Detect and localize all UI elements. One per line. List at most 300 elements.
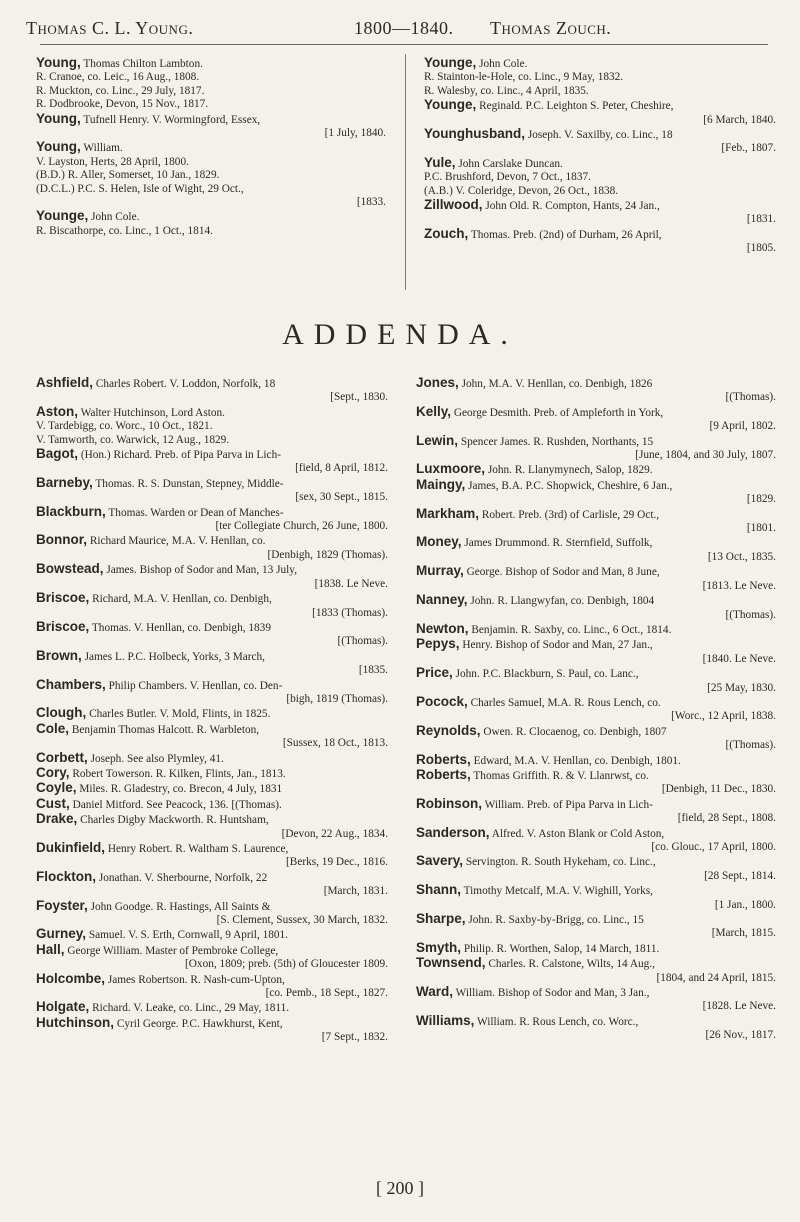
entry-surname: Barneby,: [36, 474, 93, 490]
entry-detail: Daniel Mitford. See Peacock, 136. [(Thomas).: [72, 798, 282, 811]
entry-continuation-line: [March, 1831.: [323, 885, 388, 898]
entry-continuation-line: [Feb., 1807.: [721, 142, 776, 155]
entry-surname: Robinson,: [416, 795, 482, 811]
entry-first-line: [424, 197, 776, 213]
entry-first-line: [36, 676, 388, 693]
entry-first-line: [36, 55, 386, 71]
entry-first-line: [36, 561, 388, 577]
entry-detail: Alfred. V. Aston Blank or Cold Aston,: [491, 827, 665, 840]
entry-detail: James Drummond. R. Sternfield, Suffolk,: [464, 537, 653, 550]
entry-surname: Newton,: [416, 620, 469, 636]
entry-detail: Richard. V. Leake, co. Linc., 29 May, 1811.: [92, 1002, 290, 1015]
register-entry: [416, 405, 776, 434]
entry-detail: Benjamin Thomas Halcott. R. Warbleton,: [71, 723, 260, 736]
register-entry: [416, 564, 776, 593]
entry-first-line: [416, 375, 776, 391]
entry-detail: George Desmith. Preb. of Ampleforth in York,: [453, 406, 664, 419]
register-entry: [416, 507, 776, 536]
entry-detail: (Hon.) Richard. Preb. of Pipa Parva in Lich-: [80, 449, 281, 462]
entry-detail: Thomas. R. S. Dunstan, Stepney, Middle-: [95, 477, 284, 490]
register-entry: [36, 1000, 388, 1015]
entry-first-line: [416, 911, 776, 927]
entry-continuation-line: [1833.: [356, 196, 386, 209]
entry-surname: Maingy,: [416, 476, 466, 492]
entry-detail: Charles. R. Calstone, Wilts, 14 Aug.,: [488, 958, 655, 971]
entry-surname: Roberts,: [416, 751, 471, 767]
entry-detail: Henry Robert. R. Waltham S. Laurence,: [107, 843, 289, 855]
register-entry: [36, 505, 388, 534]
entry-continuation-line: (D.C.L.) P.C. S. Helen, Isle of Wight, 29 Oct.,: [36, 182, 244, 195]
entry-continuation-line: [bigh, 1819 (Thomas).: [286, 692, 388, 705]
register-entry: [416, 768, 776, 797]
entry-detail: William. R. Rous Lench, co. Worc.,: [477, 1015, 639, 1028]
register-entry: [36, 870, 388, 899]
register-entry: [416, 1014, 776, 1043]
entry-first-line: [416, 461, 776, 477]
entry-detail: James Robertson. R. Nash-cum-Upton,: [107, 973, 285, 986]
entry-detail: John Carslake Duncan.: [458, 157, 563, 170]
register-entry: [36, 1016, 388, 1045]
entry-first-line: [416, 432, 776, 449]
entry-surname: Briscoe,: [36, 590, 90, 606]
entry-continuation-line: [1829.: [746, 493, 776, 506]
entry-surname: Pocock,: [416, 693, 468, 709]
entry-detail: Henry. Bishop of Sodor and Man, 27 Jan.,: [462, 639, 653, 652]
entry-surname: Bonnor,: [36, 532, 87, 548]
entry-first-line: [416, 620, 776, 637]
entry-continuation-line: [1 July, 1840.: [324, 127, 386, 140]
entry-detail: Charles Butler. V. Mold, Flints, in 1825.: [89, 708, 271, 721]
entry-continuation-line: [Sept., 1830.: [330, 391, 388, 404]
entry-continuation-line: [7 Sept., 1832.: [321, 1031, 388, 1044]
register-entry: [36, 706, 388, 721]
entry-continuation-line: [field, 8 April, 1812.: [295, 462, 388, 475]
register-entry: [424, 127, 776, 156]
entry-first-line: [36, 999, 388, 1015]
entry-continuation-line: [1833 (Thomas).: [312, 606, 388, 619]
page-number: [ 200 ]: [376, 1178, 424, 1198]
entry-continuation-line: [1813. Le Neve.: [702, 579, 776, 592]
entry-continuation-line: [25 May, 1830.: [707, 681, 776, 694]
entry-continuation-line: R. Muckton, co. Linc., 29 July, 1817.: [36, 84, 205, 97]
register-entry: [416, 797, 776, 826]
entry-first-line: [416, 824, 776, 841]
entry-detail: Charles Robert. V. Loddon, Norfolk, 18: [95, 378, 276, 390]
entry-continuation-line: [1838. Le Neve.: [314, 577, 388, 590]
entry-first-line: [36, 811, 388, 827]
entry-surname: Younge,: [424, 97, 477, 113]
entry-detail: Joseph. See also Plymley, 41.: [90, 752, 224, 765]
entry-detail: Charles Digby Mackworth. R. Huntsham,: [80, 814, 269, 827]
entry-surname: Bagot,: [36, 446, 78, 462]
entry-first-line: [36, 926, 388, 942]
entry-surname: Foyster,: [36, 897, 88, 913]
entries-top-right-column: [424, 56, 776, 256]
entry-first-line: [416, 1012, 776, 1029]
entry-continuation-line: [28 Sept., 1814.: [704, 869, 776, 882]
entry-continuation-line: [(Thomas).: [337, 635, 388, 648]
register-entry: [36, 140, 386, 209]
entry-detail: George. Bishop of Sodor and Man, 8 June,: [466, 566, 660, 579]
entry-first-line: [416, 665, 776, 681]
entry-surname: Kelly,: [416, 403, 452, 419]
entry-first-line: [424, 154, 776, 171]
entry-detail: James, B.A. P.C. Shopwick, Cheshire, 6 Jan.,: [468, 479, 673, 492]
entry-first-line: [36, 590, 388, 606]
entry-surname: Gurney,: [36, 926, 87, 942]
entry-continuation-line: [(Thomas).: [725, 391, 776, 404]
entry-continuation-line: [26 Nov., 1817.: [705, 1029, 776, 1042]
entry-detail: Servington. R. South Hykeham, co. Linc.,: [465, 856, 656, 869]
entry-detail: John. R. Llanymynech, Salop, 1829.: [487, 464, 653, 477]
register-entry: [424, 156, 776, 198]
entry-surname: Chambers,: [36, 676, 106, 692]
register-entry: [416, 593, 776, 622]
entry-first-line: [36, 749, 388, 766]
entry-first-line: [424, 225, 776, 242]
entry-continuation-line: [13 Oct., 1835.: [707, 550, 776, 563]
entry-continuation-line: [March, 1815.: [711, 927, 776, 940]
entry-detail: Thomas Griffith. R. & V. Llanrwst, co.: [473, 769, 649, 782]
entry-continuation-line: (B.D.) R. Aller, Somerset, 10 Jan., 1829.: [36, 169, 220, 182]
entry-detail: James. Bishop of Sodor and Man, 13 July,: [106, 564, 298, 577]
entry-surname: Young,: [36, 139, 81, 155]
entry-first-line: [416, 693, 776, 710]
entry-surname: Nanney,: [416, 592, 468, 608]
register-entry: [36, 899, 388, 928]
entry-surname: Zouch,: [424, 225, 469, 241]
entry-surname: Sanderson,: [416, 824, 490, 840]
entry-surname: Markham,: [416, 505, 480, 521]
entry-continuation-line: [1804, and 24 April, 1815.: [656, 971, 776, 984]
register-entry: [36, 678, 388, 707]
entries-top-left-column: [36, 56, 386, 238]
entry-surname: Reynolds,: [416, 722, 481, 738]
entry-continuation-line: [Denbigh, 11 Dec., 1830.: [661, 783, 776, 796]
entry-detail: John Old. R. Compton, Hants, 24 Jan.,: [485, 200, 660, 213]
entry-surname: Bowstead,: [36, 561, 104, 577]
entry-first-line: [36, 208, 386, 224]
entry-detail: John. R. Saxby-by-Brigg, co. Linc., 15: [468, 914, 644, 927]
register-entry: [416, 956, 776, 985]
entry-continuation-line: R. Dodbrooke, Devon, 15 Nov., 1817.: [36, 98, 209, 111]
entry-detail: Richard, M.A. V. Henllan, co. Denbigh,: [92, 593, 272, 606]
entry-first-line: [36, 840, 388, 856]
entry-continuation-line: [ter Collegiate Church, 26 June, 1800.: [215, 520, 388, 533]
entry-surname: Ashfield,: [36, 375, 94, 390]
entry-surname: Flockton,: [36, 868, 96, 884]
entry-detail: Spencer James. R. Rushden, Northants, 15: [460, 435, 654, 448]
entry-first-line: [424, 126, 776, 142]
entry-surname: Younge,: [424, 55, 477, 70]
entry-first-line: [416, 403, 776, 420]
entry-surname: Corbett,: [36, 749, 88, 765]
register-entry: [416, 753, 776, 768]
register-entry: [36, 591, 388, 620]
register-entry: [416, 985, 776, 1014]
entry-first-line: [36, 720, 388, 737]
register-entry: [416, 376, 776, 405]
entry-first-line: [424, 97, 776, 113]
entry-surname: Brown,: [36, 647, 82, 663]
register-entry: [36, 405, 388, 447]
entry-continuation-line: P.C. Brushford, Devon, 7 Oct., 1837.: [424, 171, 591, 184]
register-entry: [416, 637, 776, 666]
entry-first-line: [36, 795, 388, 812]
register-entry: [36, 620, 388, 649]
entry-continuation-line: [1805.: [746, 242, 776, 255]
running-head-left: Thomas C. L. Young.: [26, 18, 194, 38]
entry-continuation-line: (A.B.) V. Coleridge, Devon, 26 Oct., 1838.: [424, 184, 619, 197]
register-entry: [36, 376, 388, 405]
entry-detail: Samuel. V. S. Erth, Cornwall, 9 April, 1801.: [88, 929, 289, 942]
entry-detail: John Goodge. R. Hastings, All Saints &: [90, 900, 271, 913]
entry-first-line: [36, 403, 388, 420]
register-entry: [416, 826, 776, 855]
entry-continuation-line: [Oxon, 1809; preb. (5th) of Gloucester 1809.: [185, 958, 388, 971]
entry-surname: Townsend,: [416, 955, 486, 971]
entry-detail: Owen. R. Clocaenog, co. Denbigh, 1807: [483, 725, 667, 738]
entry-surname: Money,: [416, 534, 462, 550]
register-entry: [36, 649, 388, 678]
entry-first-line: [416, 984, 776, 1000]
register-entry: [36, 533, 388, 562]
register-entry: [36, 812, 388, 841]
entry-first-line: [36, 139, 386, 155]
register-entry: [36, 447, 388, 476]
entry-surname: Younghusband,: [424, 126, 525, 142]
entry-first-line: [416, 939, 776, 956]
entry-detail: James L. P.C. Holbeck, Yorks, 3 March,: [84, 650, 266, 663]
column-divider: [405, 54, 406, 290]
entry-continuation-line: [Worc., 12 April, 1838.: [671, 710, 776, 723]
entry-first-line: [36, 110, 386, 127]
entry-first-line: [416, 636, 776, 652]
register-entry: [36, 562, 388, 591]
register-entry: [416, 912, 776, 941]
register-entry: [424, 98, 776, 127]
entry-first-line: [416, 722, 776, 739]
entry-surname: Coyle,: [36, 780, 77, 796]
entry-detail: Tufnell Henry. V. Wormingford, Essex,: [83, 113, 261, 126]
entry-continuation-line: [field, 28 Sept., 1808.: [677, 812, 776, 825]
entry-continuation-line: [(Thomas).: [725, 608, 776, 621]
entry-surname: Hutchinson,: [36, 1014, 114, 1030]
entry-surname: Aston,: [36, 403, 78, 419]
register-entry: [36, 751, 388, 766]
entry-first-line: [416, 853, 776, 869]
entry-continuation-line: [co. Pemb., 18 Sept., 1827.: [265, 987, 388, 1000]
entry-continuation-line: [9 April, 1802.: [709, 420, 776, 433]
running-head: [16, 12, 784, 46]
entry-continuation-line: R. Stainton-le-Hole, co. Linc., 9 May, 1832.: [424, 71, 624, 84]
entry-surname: Hall,: [36, 941, 65, 957]
register-entry: [416, 535, 776, 564]
running-head-center: 1800—1840.: [354, 18, 454, 38]
entry-surname: Williams,: [416, 1012, 475, 1028]
entry-first-line: [36, 764, 388, 781]
entry-surname: Savery,: [416, 853, 464, 869]
entry-surname: Briscoe,: [36, 618, 90, 634]
entry-surname: Blackburn,: [36, 503, 106, 519]
entry-surname: Lewin,: [416, 432, 459, 448]
entry-continuation-line: [S. Clement, Sussex, 30 March, 1832.: [216, 914, 388, 927]
entry-detail: John. P.C. Blackburn, S. Paul, co. Lanc.,: [455, 668, 639, 681]
register-entry: [36, 209, 386, 238]
entry-surname: Jones,: [416, 375, 459, 390]
entry-surname: Cory,: [36, 764, 70, 780]
entry-first-line: [36, 647, 388, 664]
entry-detail: Thomas. Warden or Dean of Manches-: [108, 506, 284, 519]
entry-first-line: [416, 476, 776, 493]
entry-detail: George William. Master of Pembroke College,: [67, 944, 279, 957]
entry-detail: Edward, M.A. V. Henllan, co. Denbigh, 1801.: [473, 754, 681, 767]
entry-surname: Zillwood,: [424, 197, 483, 213]
register-entry: [36, 476, 388, 505]
entry-detail: Thomas Chilton Lambton.: [83, 58, 203, 70]
entry-detail: Robert. Preb. (3rd) of Carlisle, 29 Oct.,: [481, 508, 660, 521]
register-entry: [36, 766, 388, 781]
addenda-right-column: [416, 376, 776, 1043]
register-entry: [416, 854, 776, 883]
entry-continuation-line: [sex, 30 Sept., 1815.: [295, 491, 388, 504]
entry-first-line: [416, 505, 776, 522]
entry-surname: Holgate,: [36, 999, 90, 1015]
entry-surname: Shann,: [416, 882, 462, 898]
entry-surname: Sharpe,: [416, 911, 466, 927]
entry-first-line: [36, 474, 388, 491]
entry-first-line: [36, 780, 388, 796]
entry-first-line: [36, 1014, 388, 1031]
register-entry: [416, 666, 776, 695]
entry-continuation-line: [1801.: [746, 522, 776, 535]
entry-continuation-line: [(Thomas).: [725, 739, 776, 752]
entry-continuation-line: V. Tamworth, co. Warwick, 12 Aug., 1829.: [36, 433, 230, 446]
register-entry: [416, 695, 776, 724]
entry-first-line: [36, 897, 388, 914]
register-entry: [416, 883, 776, 912]
entry-continuation-line: [1 Jan., 1800.: [714, 898, 776, 911]
entry-first-line: [36, 705, 388, 721]
entry-continuation-line: [Sussex, 18 Oct., 1813.: [282, 737, 388, 750]
register-entry: [424, 227, 776, 256]
entry-continuation-line: [Denbigh, 1829 (Thomas).: [267, 548, 388, 561]
entry-continuation-line: [Berks, 19 Dec., 1816.: [286, 856, 388, 869]
entry-detail: William. Bishop of Sodor and Man, 3 Jan.,: [455, 987, 650, 1000]
entry-detail: Robert Towerson. R. Kilken, Flints, Jan., 1813.: [72, 767, 286, 780]
entry-first-line: [36, 503, 388, 520]
register-entry: [416, 434, 776, 463]
entry-detail: Reginald. P.C. Leighton S. Peter, Cheshire,: [479, 100, 674, 113]
entry-continuation-line: [6 March, 1840.: [703, 113, 776, 126]
entry-first-line: [416, 882, 776, 898]
entry-surname: Roberts,: [416, 766, 471, 782]
register-entry: [36, 781, 388, 796]
entry-surname: Cole,: [36, 720, 70, 736]
entry-detail: Charles Samuel, M.A. R. Rous Lench, co.: [470, 696, 661, 709]
entry-first-line: [36, 532, 388, 548]
entry-first-line: [36, 868, 388, 885]
entry-surname: Clough,: [36, 705, 87, 721]
entry-surname: Young,: [36, 110, 81, 126]
entry-surname: Ward,: [416, 984, 453, 1000]
register-entry: [416, 478, 776, 507]
entry-surname: Smyth,: [416, 939, 462, 955]
register-entry: [36, 797, 388, 812]
entry-detail: Timothy Metcalf, M.A. V. Wighill, Yorks,: [463, 885, 653, 898]
entry-detail: John, M.A. V. Henllan, co. Denbigh, 1826: [461, 378, 653, 390]
entry-continuation-line: [1828. Le Neve.: [702, 1000, 776, 1013]
entry-first-line: [416, 592, 776, 608]
entry-first-line: [416, 955, 776, 971]
entry-detail: John Cole.: [91, 211, 140, 224]
entry-surname: Dukinfield,: [36, 840, 106, 855]
entry-first-line: [36, 941, 388, 958]
entry-continuation-line: V. Layston, Herts, 28 April, 1800.: [36, 155, 189, 168]
entry-continuation-line: V. Tardebigg, co. Worc., 10 Oct., 1821.: [36, 420, 213, 433]
entry-continuation-line: [June, 1804, and 30 July, 1807.: [635, 449, 776, 462]
entry-continuation-line: [1835.: [358, 664, 388, 677]
entry-detail: Richard Maurice, M.A. V. Henllan, co.: [89, 535, 266, 548]
running-head-right: Thomas Zouch.: [490, 18, 612, 38]
register-entry: [36, 841, 388, 870]
entry-first-line: [416, 766, 776, 783]
entry-detail: Thomas. Preb. (2nd) of Durham, 26 April,: [470, 228, 662, 241]
entry-first-line: [416, 563, 776, 579]
entry-detail: William. Preb. of Pipa Parva in Lich-: [484, 798, 653, 811]
addenda-heading: ADDENDA.: [282, 318, 518, 351]
entry-detail: Miles. R. Gladestry, co. Brecon, 4 July, 1831: [79, 783, 283, 796]
entry-first-line: [416, 534, 776, 550]
entry-detail: Walter Hutchinson, Lord Aston.: [80, 406, 225, 419]
entry-surname: Holcombe,: [36, 970, 106, 986]
entry-first-line: [424, 55, 776, 71]
entry-first-line: [36, 446, 388, 462]
register-entry: [416, 622, 776, 637]
entry-detail: Cyril George. P.C. Hawkhurst, Kent,: [116, 1017, 283, 1030]
register-entry: [416, 462, 776, 477]
entry-continuation-line: R. Biscathorpe, co. Linc., 1 Oct., 1814.: [36, 224, 213, 237]
entry-continuation-line: [co. Glouc., 17 April, 1800.: [651, 841, 776, 853]
entry-continuation-line: [1840. Le Neve.: [702, 652, 776, 665]
register-entry: [36, 943, 388, 972]
entry-detail: Philip. R. Worthen, Salop, 14 March, 1811.: [463, 942, 660, 955]
register-entry: [416, 941, 776, 956]
entry-detail: John. R. Llangwyfan, co. Denbigh, 1804: [470, 595, 655, 608]
entry-detail: Benjamin. R. Saxby, co. Linc., 6 Oct., 1814.: [471, 623, 672, 636]
register-entry: [36, 56, 386, 112]
entry-surname: Pepys,: [416, 636, 460, 652]
entry-surname: Younge,: [36, 208, 89, 224]
entry-surname: Price,: [416, 665, 453, 681]
addenda-left-column: [36, 376, 388, 1045]
entry-detail: Thomas. V. Henllan, co. Denbigh, 1839: [91, 621, 271, 634]
entry-first-line: [36, 375, 388, 391]
register-entry: [36, 112, 386, 141]
entry-first-line: [36, 970, 388, 987]
register-entry: [36, 972, 388, 1001]
entry-detail: Joseph. V. Saxilby, co. Linc., 18: [527, 129, 673, 142]
entry-continuation-line: [1831.: [746, 213, 776, 226]
entry-continuation-line: R. Walesby, co. Linc., 4 April, 1835.: [424, 84, 589, 97]
entry-surname: Yule,: [424, 154, 456, 170]
register-entry: [36, 927, 388, 942]
entry-surname: Young,: [36, 55, 81, 70]
entry-detail: William.: [83, 142, 123, 155]
entry-surname: Drake,: [36, 811, 78, 827]
entry-detail: Jonathan. V. Sherbourne, Norfolk, 22: [98, 871, 268, 884]
register-entry: [424, 198, 776, 227]
